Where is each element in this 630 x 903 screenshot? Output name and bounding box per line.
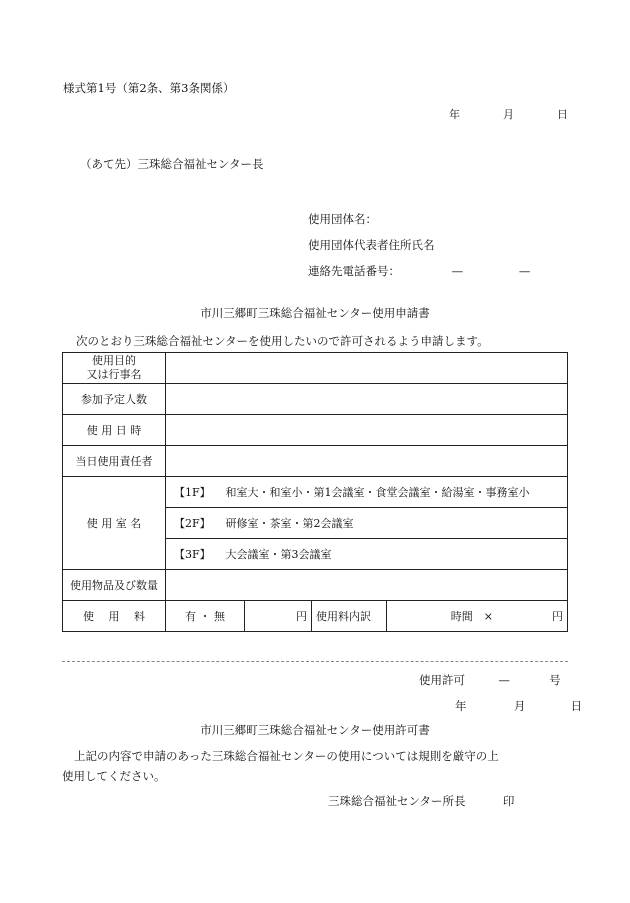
cut-line-divider	[62, 661, 568, 662]
room-option-3f[interactable]	[166, 539, 568, 570]
permit-number-suffix: 号	[549, 673, 561, 687]
datetime-label: 使 用 日 時	[63, 415, 166, 446]
application-table	[62, 352, 568, 632]
applicant-block	[308, 206, 547, 284]
room-option-1f[interactable]	[166, 477, 568, 508]
permit-number-label: 使用許可	[419, 673, 465, 687]
date-day: 日	[557, 108, 568, 121]
permit-title: 市川三郷町三珠総合福祉センター使用許可書	[200, 723, 430, 737]
permit-body-line1: 上記の内容で申請のあった三珠総合福祉センターの使用については規則を厳守の上	[74, 749, 499, 763]
table-row	[63, 384, 568, 415]
date-year: 年	[449, 108, 460, 121]
permit-number-dash: —	[498, 673, 510, 687]
fee-label: 使 用 料	[63, 601, 166, 632]
rooms-2f: 研修室・茶室・第2会議室	[225, 517, 354, 530]
phone-row	[308, 258, 547, 284]
permit-date	[455, 698, 582, 714]
purpose-label-line1: 使用目的	[92, 354, 136, 367]
table-row	[63, 446, 568, 477]
form-number: 様式第1号（第2条、第3条関係）	[63, 81, 235, 95]
rooms-label: 使 用 室 名	[63, 477, 166, 570]
responsible-field[interactable]	[166, 446, 568, 477]
permit-body	[62, 746, 532, 786]
signature-line	[328, 793, 514, 809]
header-date	[449, 106, 568, 122]
table-row	[63, 570, 568, 601]
responsible-label: 当日使用責任者	[63, 446, 166, 477]
table-row	[63, 353, 568, 384]
fee-yes-no[interactable]: 有 ・ 無	[166, 601, 245, 632]
fee-breakdown-field[interactable]	[387, 601, 568, 632]
application-title: 市川三郷町三珠総合福祉センター使用申請書	[200, 306, 430, 320]
table-row	[63, 477, 568, 508]
permit-date-year: 年	[455, 699, 467, 713]
director-title: 三珠総合福祉センター所長	[328, 794, 466, 808]
participants-field[interactable]	[166, 384, 568, 415]
rooms-1f: 和室大・和室小・第1会議室・食堂会議室・給湯室・事務室小	[225, 486, 530, 499]
table-row	[63, 415, 568, 446]
participants-label: 参加予定人数	[63, 384, 166, 415]
table-row	[63, 601, 568, 632]
datetime-field[interactable]	[166, 415, 568, 446]
fee-breakdown-label: 使用料内訳	[312, 601, 387, 632]
purpose-field[interactable]	[166, 353, 568, 384]
date-month: 月	[503, 108, 514, 121]
rooms-3f: 大会議室・第3会議室	[225, 548, 332, 561]
permit-date-day: 日	[570, 699, 583, 713]
permit-body-line2: 使用してください。	[62, 769, 166, 783]
addressee: （あて先）三珠総合福祉センター長	[80, 157, 264, 171]
floor-2f: 【2F】	[174, 517, 211, 530]
room-option-2f[interactable]	[166, 508, 568, 539]
representative-label: 使用団体代表者住所氏名	[308, 238, 435, 252]
permit-number	[419, 672, 561, 688]
items-field[interactable]	[166, 570, 568, 601]
purpose-label	[63, 353, 166, 384]
purpose-label-line2: 又は行事名	[86, 368, 142, 381]
floor-1f: 【1F】	[174, 486, 211, 499]
fee-hours: 時間 ×	[450, 610, 493, 623]
phone-dash-2: —	[518, 264, 531, 278]
phone-dash-1: —	[451, 264, 464, 278]
floor-3f: 【3F】	[174, 548, 211, 561]
items-label: 使用物品及び数量	[63, 570, 166, 601]
seal-mark: 印	[502, 794, 515, 808]
fee-yen[interactable]: 円	[245, 601, 312, 632]
application-intro: 次のとおり三珠総合福祉センターを使用したいので許可されるよう申請します。	[76, 334, 489, 348]
org-name-label: 使用団体名：	[308, 212, 377, 226]
permit-date-month: 月	[513, 699, 526, 713]
fee-yen-2: 円	[552, 610, 563, 623]
phone-label: 連絡先電話番号：	[308, 264, 400, 278]
